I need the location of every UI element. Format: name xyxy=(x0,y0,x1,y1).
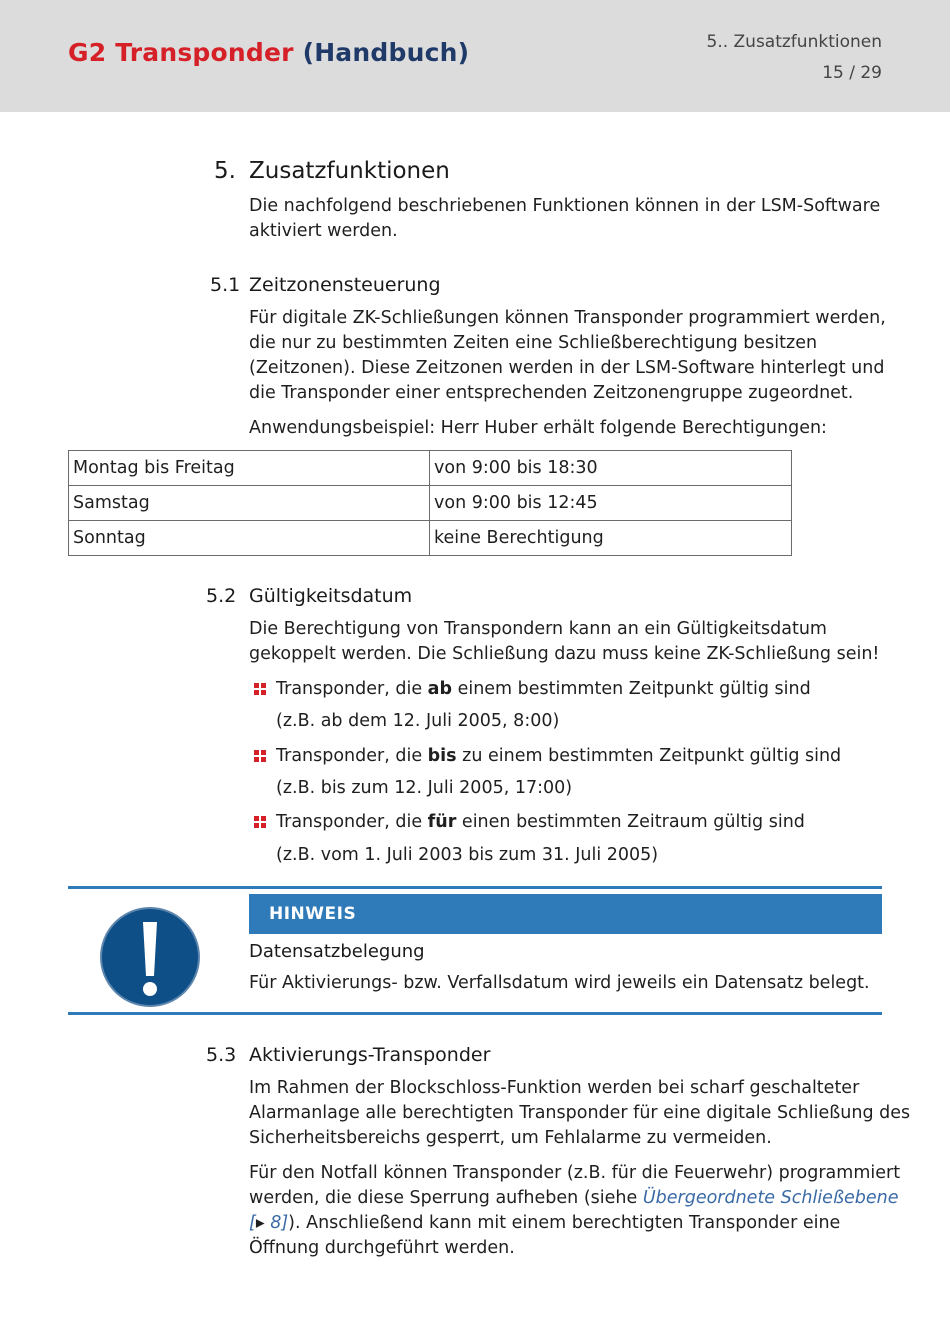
section-5-number: 5. xyxy=(214,158,236,184)
table-row xyxy=(69,486,792,521)
square-bullet-icon xyxy=(254,683,266,695)
paragraph-line: gekoppelt werden. Die Schließung dazu muss keine ZK-Schließung sein! xyxy=(249,644,880,664)
document-title-suffix: (Handbuch) xyxy=(302,38,470,67)
paragraph-line xyxy=(249,1211,900,1236)
reference-bracket-close: ] xyxy=(281,1213,289,1233)
document-title-main: G2 Transponder xyxy=(68,38,294,67)
reference-page-number: 8 xyxy=(264,1213,282,1233)
table-cell-day: Samstag xyxy=(69,486,430,521)
table-cell-time: von 9:00 bis 18:30 xyxy=(430,451,792,486)
list-item-text: Transponder, die xyxy=(276,812,428,832)
table-cell-time: von 9:00 bis 12:45 xyxy=(430,486,792,521)
permissions-table xyxy=(68,450,792,556)
chapter-label: 5.. Zusatzfunktionen xyxy=(706,32,882,52)
section-5-intro xyxy=(249,194,880,244)
section-53-number: 5.3 xyxy=(206,1044,237,1066)
list-item-text: einen bestimmten Zeitraum gültig sind xyxy=(456,812,805,832)
section-53-title: Aktivierungs-Transponder xyxy=(249,1044,491,1066)
list-item-emphasis: für xyxy=(427,812,457,832)
exclamation-circle-icon xyxy=(99,906,201,1008)
paragraph-text: ). Anschließend kann mit einem berechtigten Transponder eine xyxy=(288,1213,841,1233)
notice-top-rule xyxy=(68,886,882,889)
paragraph-line: (Zeitzonen). Diese Zeitzonen werden in der LSM-Software hinterlegt und xyxy=(249,358,885,378)
page-reference-link[interactable] xyxy=(249,1213,288,1233)
section-52-heading xyxy=(206,585,413,607)
section-53-heading xyxy=(206,1044,491,1066)
reference-bracket-open: [ xyxy=(249,1213,256,1233)
section-53-paragraph-1 xyxy=(249,1076,910,1151)
section-52-title: Gültigkeitsdatum xyxy=(249,585,413,607)
list-item-emphasis: ab xyxy=(427,679,452,699)
section-51-number: 5.1 xyxy=(210,274,241,296)
section-5-heading xyxy=(214,158,450,184)
notice-label: HINWEIS xyxy=(269,904,357,924)
notice-heading: Datensatzbelegung xyxy=(249,941,425,962)
paragraph-line: Alarmanlage alle berechtigten Transponder für eine digitale Schließung des xyxy=(249,1103,911,1123)
section-51-heading xyxy=(210,274,441,296)
notice-text: Für Aktivierungs- bzw. Verfallsdatum wird jeweils ein Datensatz belegt. xyxy=(249,973,870,993)
section-53-paragraph-2 xyxy=(249,1161,900,1261)
paragraph-line: Die Berechtigung von Transpondern kann an ein Gültigkeitsdatum xyxy=(249,619,827,639)
document-title xyxy=(68,38,469,67)
cross-reference-link[interactable]: Übergeordnete Schließebene xyxy=(642,1188,899,1208)
section-52-number: 5.2 xyxy=(206,585,237,607)
list-item-example: (z.B. vom 1. Juli 2003 bis zum 31. Juli 2005) xyxy=(276,845,659,865)
table-row xyxy=(69,451,792,486)
square-bullet-icon xyxy=(254,750,266,762)
list-item xyxy=(276,810,805,835)
list-item-emphasis: bis xyxy=(427,746,457,766)
table-row xyxy=(69,521,792,556)
section-51-paragraph xyxy=(249,306,886,406)
paragraph-line xyxy=(249,1186,900,1211)
list-item-text: Transponder, die xyxy=(276,679,428,699)
table-cell-time: keine Berechtigung xyxy=(430,521,792,556)
page-header xyxy=(0,0,950,112)
paragraph-line: die nur zu bestimmten Zeiten eine Schließberechtigung besitzen xyxy=(249,333,818,353)
notice-label-bar xyxy=(249,894,882,934)
list-item xyxy=(276,677,811,702)
reference-arrow-icon: ▸ xyxy=(255,1213,265,1233)
list-item xyxy=(276,744,841,769)
section-52-paragraph xyxy=(249,617,879,667)
section-51-title: Zeitzonensteuerung xyxy=(249,274,441,296)
list-item-example: (z.B. bis zum 12. Juli 2005, 17:00) xyxy=(276,778,573,798)
section-5-title: Zusatzfunktionen xyxy=(249,158,450,184)
table-cell-day: Montag bis Freitag xyxy=(69,451,430,486)
list-item-text: einem bestimmten Zeitpunkt gültig sind xyxy=(452,679,811,699)
example-text: Anwendungsbeispiel: Herr Huber erhält folgende Berechtigungen: xyxy=(249,418,827,438)
list-item-text: Transponder, die xyxy=(276,746,428,766)
list-item-example: (z.B. ab dem 12. Juli 2005, 8:00) xyxy=(276,711,560,731)
paragraph-line: Im Rahmen der Blockschloss-Funktion werden bei scharf geschalteter xyxy=(249,1078,860,1098)
header-meta xyxy=(707,27,883,89)
list-item-text: zu einem bestimmten Zeitpunkt gültig sind xyxy=(456,746,842,766)
paragraph-text: werden, die diese Sperrung aufheben (siehe xyxy=(249,1188,643,1208)
notice-bottom-rule xyxy=(68,1012,882,1015)
paragraph-line: Für digitale ZK-Schließungen können Transponder programmiert werden, xyxy=(249,308,886,328)
section-5-intro-line: Die nachfolgend beschriebenen Funktionen können in der LSM-Software xyxy=(249,196,881,216)
page-number: 15 / 29 xyxy=(822,63,882,83)
paragraph-line: Für den Notfall können Transponder (z.B. für die Feuerwehr) programmiert xyxy=(249,1163,901,1183)
square-bullet-icon xyxy=(254,816,266,828)
table-cell-day: Sonntag xyxy=(69,521,430,556)
paragraph-line: Öffnung durchgeführt werden. xyxy=(249,1238,515,1258)
paragraph-line: Sicherheitsbereichs gesperrt, um Fehlalarme zu vermeiden. xyxy=(249,1128,772,1148)
paragraph-line: die Transponder einer entsprechenden Zeitzonengruppe zugeordnet. xyxy=(249,383,854,403)
section-5-intro-line: aktiviert werden. xyxy=(249,221,398,241)
